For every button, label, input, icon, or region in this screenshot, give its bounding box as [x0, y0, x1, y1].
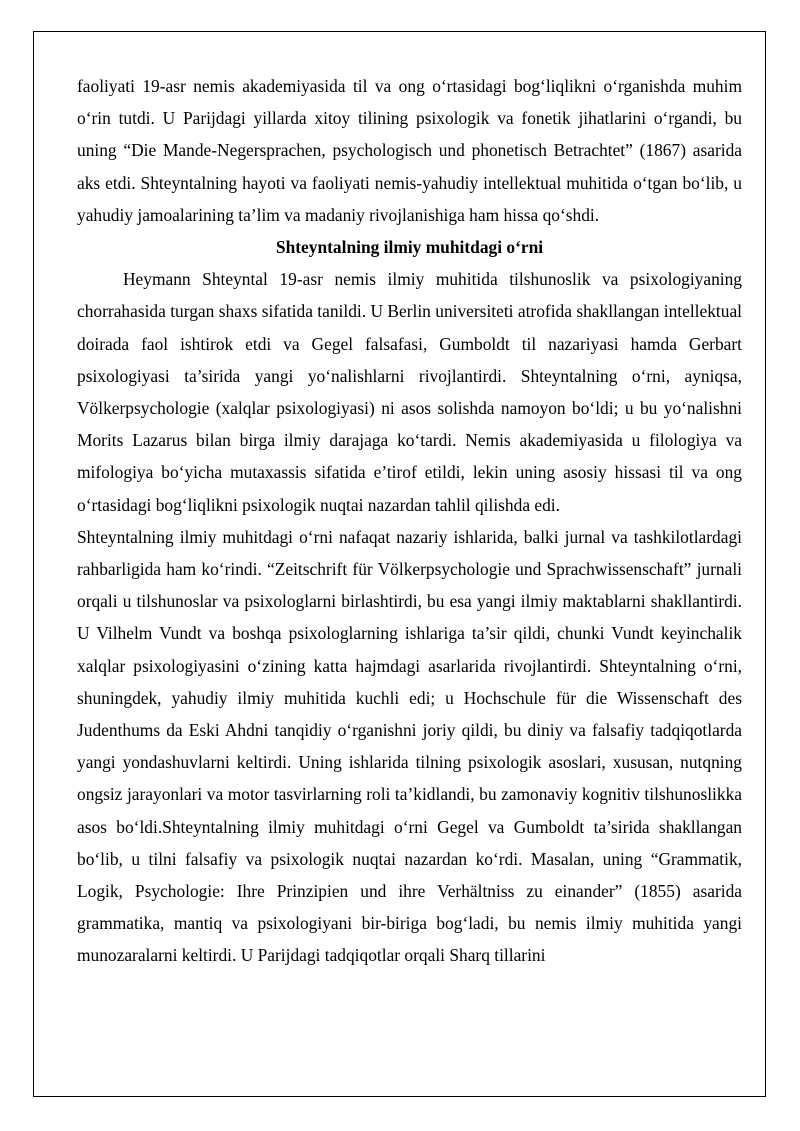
paragraph-body: Shteyntalning ilmiy muhitdagi o‘rni nafaqat nazariy ishlarida, balki jurnal va tashkilotlardagi rahbarligida ham ko‘rindi. “Zeitschrift für Völkerpsychologie und Sprachwissenschaft” jurnali orqali u tilshunoslar va psixologlarni birlashtirdi, bu esa yangi ilmiy maktablarni shakllantirdi. U Vilhelm Vundt va boshqa psixologlarning ishlariga ta’sir qildi, chunki Vundt keyinchalik xalqlar psixologiyasini o‘zining katta hajmdagi asarlarida rivojlantirdi. Shteyntalning o‘rni, shuningdek, yahudiy ilmiy muhitida kuchli edi; u Hochschule für die Wissenschaft des Judenthums da Eski Ahdni tanqidiy o‘rganishni joriy qildi, bu diniy va falsafiy tadqiqotlarda yangi yondashuvlarni keltirdi. Uning ishlarida tilning psixologik asoslari, xususan, nutqning ongsiz jarayonlari va motor tasvirlarning roli ta’kidlandi, bu zamonaviy kognitiv tilshunoslikka asos bo‘ldi.Shteyntalning ilmiy muhitdagi o‘rni Gegel va Gumboldt ta’sirida shakllangan bo‘lib, u tilni falsafiy va psixologik nuqtai nazardan ko‘rdi. Masalan, uning “Grammatik, Logik, Psychologie: Ihre Prinzipien und ihre Verhältniss zu einander” (1855) asarida grammatika, mantiq va psixologiyani bir-biriga bog‘ladi, bu nemis ilmiy muhitida yangi munozaralarni keltirdi. U Parijdagi tadqiqotlar orqali Sharq tillarini [77, 526, 742, 966]
paragraph-continuation: faoliyati 19-asr nemis akademiyasida til va ong o‘rtasidagi bog‘liqlikni o‘rganishda muhim o‘rin tutdi. U Parijdagi yillarda xitoy tilining psixologik va fonetik jihatlarini o‘rgandi, bu uning “Die Mande-Negersprachen, psychologisch und phonetisch Betrachtet” (1867) asarida aks etdi. Shteyntalning hayoti va faoliyati nemis-yahudiy intellektual muhitida o‘tgan bo‘lib, u yahudiy jamoalarining ta’lim va madaniy rivojlanishiga ham hissa qo‘shdi. [77, 76, 742, 225]
document-body [77, 70, 742, 972]
paragraph-intro: Heymann Shteyntal 19-asr nemis ilmiy muhitida tilshunoslik va psixologiyaning chorrahasida turgan shaxs sifatida tanildi. U Berlin universiteti atrofida shakllangan intellektual doirada faol ishtirok etdi va Gegel falsafasi, Gumboldt til nazariyasi hamda Gerbart psixologiyasi ta’sirida yangi yo‘nalishlarni rivojlantirdi. Shteyntalning o‘rni, ayniqsa, Völkerpsychologie (xalqlar psixologiyasi) ni asos solishda namoyon bo‘ldi; u bu yo‘nalishni Morits Lazarus bilan birga ilmiy darajaga ko‘tardi. Nemis akademiyasida u filologiya va mifologiya bo‘yicha mutaxassis sifatida e’tirof etildi, lekin uning asosiy hissasi til va ong o‘rtasidagi bog‘liqlikni psixologik nuqtai nazardan tahlil qilishda edi. [77, 269, 742, 515]
section-heading: Shteyntalning ilmiy muhitdagi o‘rni [275, 237, 544, 258]
